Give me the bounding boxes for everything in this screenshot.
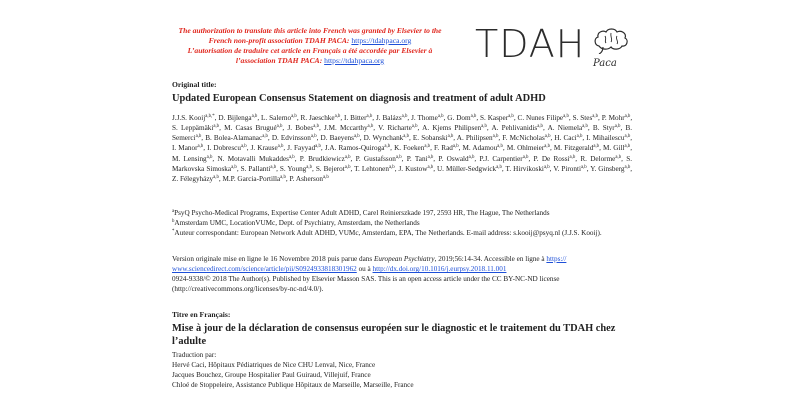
author-affiliation-marker: a,b (277, 144, 284, 150)
author-affiliation-marker: a,b (251, 114, 258, 119)
author-name: S. Young (279, 164, 307, 173)
notice-line-1: The authorization to translate this article into French was granted by Elsevier to the (178, 26, 442, 35)
author-name: S. Kasper (480, 114, 509, 122)
affiliation-a-text: PsyQ Psycho-Medical Programs, Expertise Center Adult ADHD, Carel Reinierszkade 197, 2593 HR, The Hague, The Netherlands (174, 209, 550, 217)
author (434, 144, 459, 152)
notice-link-1[interactable]: https://tdahpaca.org (351, 36, 412, 45)
author-affiliation-marker: a,b (537, 124, 543, 130)
author-affiliation-marker: a,b (288, 154, 295, 160)
author-name: P.J. Carpentier (479, 154, 523, 163)
author (172, 155, 212, 163)
author-name: J. Bobes (287, 124, 314, 133)
author-name: A. Pehlivanidis (491, 124, 538, 133)
author-name: F. Rad (433, 144, 453, 153)
author (224, 124, 282, 132)
author-name: C. Nunes Filipe (517, 114, 564, 122)
author (437, 165, 502, 173)
author (301, 114, 341, 122)
author (518, 114, 569, 122)
author (344, 114, 372, 122)
author-affiliation-marker: a,b (276, 124, 283, 130)
author-affiliation-marker: a,b (492, 134, 499, 140)
author-affiliation-marker: a,b (395, 154, 402, 160)
author-name: L. Salerno (261, 114, 292, 122)
author (218, 114, 257, 122)
author-affiliation-marker: a,b (615, 154, 622, 160)
author (438, 155, 474, 163)
author-affiliation-marker: a,b (270, 164, 277, 170)
author-affiliation-marker: a,b (544, 144, 550, 150)
author (422, 124, 487, 132)
author-affiliation-marker: a,b (424, 144, 431, 150)
author-affiliation-marker: a,b (496, 164, 502, 170)
author-name: D. Edvinsson (271, 134, 311, 143)
author-name: E. Sobanski (412, 134, 448, 143)
author-name: B. Semerci (172, 124, 633, 143)
corresponding-text: Auteur correspondant: European Network Adult ADHD, VUMc, Amsterdam, EPA, The Netherlands. E-mail address: s.kooij@psyq.nl (J.J.S. Kooij). (174, 229, 602, 237)
author (590, 165, 630, 173)
logo-main-text: TDAH (475, 22, 586, 66)
author-affiliation-marker: a,b (563, 114, 569, 119)
author (480, 114, 514, 122)
author (554, 144, 599, 152)
author-affiliation-marker: a,b (197, 144, 204, 150)
author-name: H. Caci (554, 134, 577, 143)
author-name: I. Bitter (344, 114, 367, 122)
author-name: S. Bejerot (315, 164, 345, 173)
author-affiliation-marker: a,b (452, 144, 459, 150)
author-name: J. Fayyad (287, 144, 316, 153)
author (205, 134, 268, 142)
affiliation-b (172, 218, 632, 228)
author-affiliation-marker: a,b (231, 164, 237, 170)
author-affiliation-marker: a,b (624, 144, 631, 150)
author-affiliation-marker: a,b (384, 144, 391, 150)
author-affiliation-marker: a,b (576, 134, 583, 140)
author-name: P. De Rossi (533, 154, 570, 163)
corresponding-marker: * (172, 229, 175, 234)
author-name: P. Mohr (601, 114, 625, 122)
author-affiliation-marker: a,b (580, 164, 587, 170)
author (324, 124, 373, 132)
author (241, 165, 276, 173)
author-list: J.J.S. Kooij$^{a,b,*}$, D. Bijlenga$^{a,b}$, L. Salerno$^{a,b}$, R. Jaeschke$^{a,b}$, I. Bitter$^{a,b}$, J. Balázs$^{a,b}$, J. Thome$^{a,b}$, G. Dom$^{a,b}$, S. Kasper$^{a,b}$, C. Nunes Filipe$^{a,b}$, S. Stes$^{a,b}$, P. Mohr$^{a,b}$, S. Leppämäki$^{a,b}$, M. Casas Brugué$^{a,b}$, J. Bobes$^{a,b}$, J.M. Mccarthy$^{a,b}$, V. Richarte$^{a,b}$, A. Kjems Philipsen$^{a,b}$, A. Pehlivanidis$^{a,b}$, A. Niemela$^{a,b}$, B. Styr$^{a,b}$, B. Semerci$^{a,b}$, B. Bolea-Alamanac$^{a,b}$, D. Edvinsson$^{a,b}$, D. Baeyens$^{a,b}$, D. Wynchank$^{a,b}$, E. Sobanski$^{a,b}$, A. Philipsen$^{a,b}$, F. McNicholas$^{a,b}$, H. Caci$^{a,b}$, I. Mihailescu$^{a,b}$, I. Manor$^{a,b}$, I. Dobrescu$^{a,b}$, J. Krause$^{a,b}$, J. Fayyad$^{a,b}$, J.A. Ramos-Quiroga$^{a,b}$, K. Foeken$^{a,b}$, F. Rad$^{a,b}$, M. Adamou$^{a,b}$, M. Ohlmeier$^{a,b}$, M. Fitzgerald$^{a,b}$, M. Gill$^{a,b}$, M. Lensing$^{a,b}$, N. Motavalli Mukaddes$^{a,b}$, P. Brudkiewicz$^{a,b}$, P. Gustafsson$^{a,b}$, P. Tani$^{a,b}$, P. Oswald$^{a,b}$, P.J. Carpentier$^{a,b}$, P. De Rossi$^{a,b}$, R. Delorme$^{a,b}$, S. Markovska Simoska$^{a,b}$, S. Pallanti$^{a,b}$, S. Young$^{a,b}$, S. Bejerot$^{a,b}$, T. Lehtonen$^{a,b}$, J. Kustow$^{a,b}$, U. Müller-Sedgwick$^{a,b}$, T. Hirvikoski$^{a,b}$, V. Pironti$^{a,b}$, Y. Ginsberg$^{a,b}$, Z. Félegyházy$^{a,b}$, M.P. Garcia-Portilla$^{a,b}$, P. Asherson$^{a,b}$ (172, 114, 633, 183)
french-title: Mise à jour de la déclaration de consensus européen sur le diagnostic et le traitement du TDAH chez l’adulte (172, 323, 616, 347)
author-name: R. Delorme (580, 154, 616, 163)
author-affiliation-marker: a,b (624, 114, 631, 119)
author-affiliation-marker: a,b (624, 134, 631, 140)
author (507, 144, 550, 152)
author-name: S. Stes (572, 114, 593, 122)
author (364, 134, 409, 142)
author-affiliation-marker: a,b (291, 114, 297, 119)
author (554, 134, 582, 142)
author-name: K. Foeken (394, 144, 425, 153)
author-affiliation-marker: a,b (582, 124, 588, 130)
author-affiliation-marker: a,b (388, 164, 395, 170)
author-affiliation-marker: a,b (497, 144, 503, 150)
author-affiliation-marker: a,b (543, 164, 550, 170)
author-name: A. Kjems Philipsen (422, 124, 482, 133)
author (289, 175, 328, 183)
author-affiliation-marker: a,b (206, 154, 213, 160)
author (172, 175, 219, 183)
author-affiliation-marker: a,b (315, 144, 321, 150)
author-name: D. Bijlenga (218, 114, 252, 122)
author-affiliation-marker: a,b (569, 154, 576, 160)
author-name: T. Lehtonen (354, 164, 389, 173)
tdah-paca-logo (475, 22, 635, 74)
author-name: B. Styr (592, 124, 615, 133)
author-affiliation-marker: a,b (508, 114, 514, 119)
notice-line-3: L’autorisation de traduire cet article en Français a été accordée par Elsevier à (187, 46, 433, 55)
logo-sub-text: Paca (593, 58, 617, 69)
author-name: Y. Ginsberg (590, 164, 625, 173)
author-name: S. Leppämäki (172, 124, 214, 133)
version-text-2: , 2019;56:14-34. Accessible en ligne à (434, 255, 547, 263)
author-affiliation-marker: a,b (240, 144, 247, 150)
author-affiliation-marker: a,b (323, 174, 329, 180)
author (316, 165, 351, 173)
affiliation-a-marker: a (172, 209, 175, 214)
author (251, 144, 284, 152)
author (447, 114, 476, 122)
author-affiliation-marker: a,b (344, 154, 351, 160)
author-affiliation-marker: a,b (624, 164, 631, 170)
author (593, 124, 621, 132)
author (217, 155, 294, 163)
author (603, 144, 630, 152)
author-affiliation-marker: a,b (468, 154, 475, 160)
translator-line: Jacques Bouchez, Groupe Hospitalier Paul Guiraud, Villejuif, France (172, 371, 371, 379)
original-title: Updated European Consensus Statement on diagnosis and treatment of adult ADHD (172, 93, 546, 104)
version-info (172, 254, 632, 295)
author-name: M.P. Garcia-Portilla (222, 174, 281, 183)
author (172, 144, 203, 152)
author-affiliation-marker: a,b (353, 134, 360, 140)
translation-authorization-notice (170, 26, 450, 66)
author (548, 124, 588, 132)
author-name: V. Richarte (378, 124, 412, 133)
author-affiliation-marker: a,b (213, 124, 220, 130)
author-name: V. Pironti (553, 164, 581, 173)
author-name: D. Baeyens (320, 134, 354, 143)
author-affiliation-marker: a,b (614, 124, 621, 130)
author-affiliation-marker: a,b (411, 124, 418, 130)
notice-line-2 (170, 36, 450, 46)
author-affiliation-marker: a,b (522, 154, 529, 160)
author-name: M. Adamou (462, 144, 498, 153)
author-name: P. Asherson (289, 174, 324, 183)
author (407, 155, 434, 163)
notice-link-2[interactable]: https://tdahpaca.org (324, 56, 385, 65)
author (172, 124, 219, 132)
author-affiliation-marker: a,b (427, 164, 434, 170)
author-name: N. Motavalli Mukaddes (217, 154, 289, 163)
author-affiliation-marker: a,b (262, 134, 268, 140)
author (506, 165, 550, 173)
author-name: B. Bolea-Alamanac (205, 134, 263, 143)
author (378, 124, 417, 132)
author-name: J.J.S. Kooij (172, 114, 206, 122)
journal-name: European Psychiatry (374, 255, 435, 263)
translator-line: Chloé de Stoppeleire, Assistance Publique Hôpitaux de Marseille, Marseille, France (172, 381, 414, 389)
author-name: J. Kustow (398, 164, 428, 173)
version-text-3: ou à (356, 265, 373, 274)
author-name: J. Thome (411, 114, 438, 122)
author-affiliation-marker: a,b (334, 114, 341, 119)
author (411, 114, 443, 122)
author (300, 155, 351, 163)
affiliation-b-text: Amsterdam UMC, LocationVUMc, Dept. of Psychiatry, Amsterdam, the Netherlands (174, 219, 420, 227)
author (479, 155, 528, 163)
author-name: M. Lensing (172, 154, 207, 163)
author (354, 165, 395, 173)
author-affiliation-marker: a,b (280, 174, 286, 180)
author-affiliation-marker: a,b (592, 114, 598, 119)
author-name: M. Casas Brugué (224, 124, 277, 133)
author (207, 144, 247, 152)
author-name: J. Krause (250, 144, 278, 153)
author (261, 114, 297, 122)
author-name: A. Niemela (547, 124, 583, 133)
author-affiliation-marker: a,b (470, 114, 477, 119)
author-name: P. Gustafsson (355, 154, 396, 163)
author-name: M. Ohlmeier (506, 144, 545, 153)
sciencedirect-link-start[interactable]: https:// (546, 255, 567, 263)
notice-line-2-text: French non-profit association TDAH PACA: (208, 36, 352, 45)
author (280, 165, 312, 173)
author-affiliation-marker: a,b (593, 144, 600, 150)
author (272, 134, 317, 142)
brain-icon (593, 28, 629, 54)
author-name: Z. Félegyházy (172, 174, 214, 183)
author-name: I. Manor (172, 144, 198, 153)
author (602, 114, 631, 122)
author-affiliation-marker: a,b (366, 114, 373, 119)
notice-line-4 (170, 56, 450, 66)
author (534, 155, 576, 163)
author-name: I. Dobrescu (207, 144, 241, 153)
author-name: J. Balázs (375, 114, 402, 122)
author (376, 114, 407, 122)
author-name: T. Hirvikoski (505, 164, 544, 173)
author (287, 144, 321, 152)
author (356, 155, 402, 163)
author (172, 114, 215, 122)
corresponding-author (172, 228, 632, 238)
author-affiliation-marker: a,b (481, 124, 487, 130)
author-affiliation-marker: a,b (427, 154, 434, 160)
author-name: S. Pallanti (240, 164, 271, 173)
affiliation-a (172, 208, 632, 218)
author-name: R. Jaeschke (300, 114, 335, 122)
author-name: A. Philipsen (456, 134, 493, 143)
affiliation-b-marker: b (172, 219, 175, 224)
author (321, 134, 360, 142)
author-affiliation-marker: a,b (313, 124, 319, 130)
author (553, 165, 586, 173)
author (413, 134, 453, 142)
author-name: U. Müller-Sedgwick (436, 164, 497, 173)
author-affiliation-marker: a,b (213, 174, 219, 180)
author-affiliation-marker: a,b (310, 134, 317, 140)
author-name: D. Wynchank (363, 134, 404, 143)
author-name: S. Markovska Simoska (172, 154, 632, 173)
author-name: F. McNicholas (502, 134, 545, 143)
original-title-label: Original title: (172, 80, 217, 89)
author-affiliation-marker: a,b (401, 114, 408, 119)
author (325, 144, 390, 152)
translator-line: Hervé Caci, Hôpitaux Pédiatriques de Nice CHU Lenval, Nice, France (172, 361, 376, 369)
author-name: G. Dom (447, 114, 471, 122)
notice-line-4-text: l’association TDAH PACA: (235, 56, 325, 65)
author-name: P. Brudkiewicz (299, 154, 345, 163)
license-text: 0924-9338/© 2018 The Author(s). Published by Elsevier Masson SAS. This is an open access article under the CC BY-NC-ND license (http://creativecommons.org/licenses/by-nc-nd/4.0/). (172, 275, 560, 294)
author-name: J.A. Ramos-Quiroga (324, 144, 385, 153)
author-affiliation-marker: a,b (306, 164, 313, 170)
author-affiliation-marker: a,b (544, 134, 551, 140)
author (463, 144, 503, 152)
author-affiliation-marker: a,b (403, 134, 409, 140)
version-text-1: Version originale mise en ligne le 16 Novembre 2018 puis parue dans (172, 255, 374, 263)
author (457, 134, 499, 142)
doi-link[interactable]: http://dx.doi.org/10.1016/j.eurpsy.2018.11.001 (372, 265, 507, 274)
author (394, 144, 430, 152)
author-name: P. Tani (406, 154, 428, 163)
sciencedirect-link[interactable]: www.sciencedirect.com/science/article/pii/S0924933818301962 (172, 265, 357, 274)
translation-heading: Traduction par: (172, 351, 217, 359)
author (491, 124, 542, 132)
author-affiliation-marker: a,b (344, 164, 351, 170)
author (399, 165, 434, 173)
author (586, 134, 630, 142)
author (287, 124, 319, 132)
author-affiliation-marker: a,b (447, 134, 454, 140)
author-name: J.M. Mccarthy (324, 124, 368, 133)
author-affiliation-marker: a,b (195, 134, 202, 140)
author-name: M. Fitzgerald (553, 144, 594, 153)
author (222, 175, 285, 183)
author (502, 134, 550, 142)
author (573, 114, 598, 122)
author (580, 155, 621, 163)
french-title-label: Titre en Français: (172, 310, 231, 319)
translation-credits (172, 350, 632, 390)
author-affiliation-marker: a,b (367, 124, 374, 130)
author-affiliation-marker: a,b (437, 114, 444, 119)
author-name: M. Gill (602, 144, 625, 153)
author-affiliation-marker: a,b,* (205, 114, 215, 119)
author-name: I. Mihailescu (586, 134, 625, 143)
author-name: P. Oswald (438, 154, 469, 163)
